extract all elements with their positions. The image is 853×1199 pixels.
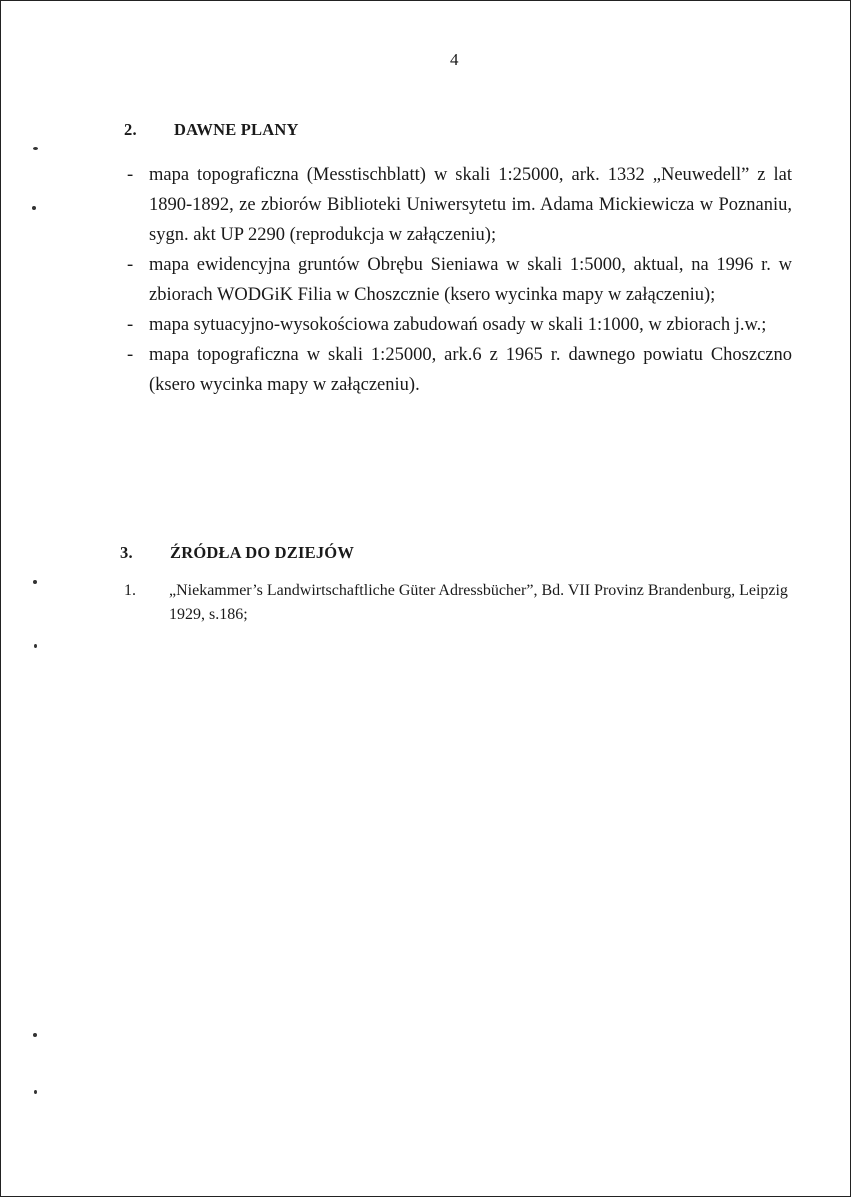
scan-mark: [34, 1090, 37, 1094]
scan-mark: [34, 644, 37, 648]
list-item: [127, 160, 792, 250]
sources-list: [124, 579, 792, 627]
scan-mark: [33, 580, 37, 584]
list-marker: 1.: [124, 582, 136, 599]
section-number: 2.: [124, 120, 137, 139]
list-marker: -: [127, 315, 134, 335]
list-item: [127, 340, 792, 400]
scan-mark: [32, 206, 36, 210]
list-item: [127, 250, 792, 310]
scan-mark: [33, 1033, 37, 1037]
list-marker: -: [127, 165, 134, 185]
list-marker: -: [127, 255, 134, 275]
list-item-text: mapa topograficzna (Messtischblatt) w skali 1:25000, ark. 1332 „Neuwedell” z lat 1890-1892, ze zbiorów Biblioteki Uniwersytetu im. Adama Mickiewicza w Poznaniu, sygn. akt UP 2290 (reprodukcja w załączeniu);: [149, 165, 792, 245]
section-title: ŹRÓDŁA DO DZIEJÓW: [170, 543, 355, 562]
list-item: [127, 310, 792, 340]
list-item-text: mapa sytuacyjno-wysokościowa zabudowań osady w skali 1:1000, w zbiorach j.w.;: [149, 315, 767, 335]
list-marker: -: [127, 345, 134, 365]
page-number: 4: [450, 50, 459, 69]
list-item-text: mapa ewidencyjna gruntów Obrębu Sieniawa w skali 1:5000, aktual, na 1996 r. w zbiorach WODGiK Filia w Choszcznie (ksero wycinka mapy w załączeniu);: [149, 255, 792, 305]
list-item-text: „Niekammer’s Landwirtschaftliche Güter Adressbücher”, Bd. VII Provinz Brandenburg, Leipzig 1929, s.186;: [169, 582, 788, 623]
list-item: [124, 579, 792, 627]
list-item-text: mapa topograficzna w skali 1:25000, ark.6 z 1965 r. dawnego powiatu Choszczno (ksero wycinka mapy w załączeniu).: [149, 345, 792, 395]
old-plans-list: [127, 160, 792, 400]
section-title: DAWNE PLANY: [174, 120, 299, 139]
section-number: 3.: [120, 543, 133, 562]
scan-mark: [33, 147, 38, 150]
